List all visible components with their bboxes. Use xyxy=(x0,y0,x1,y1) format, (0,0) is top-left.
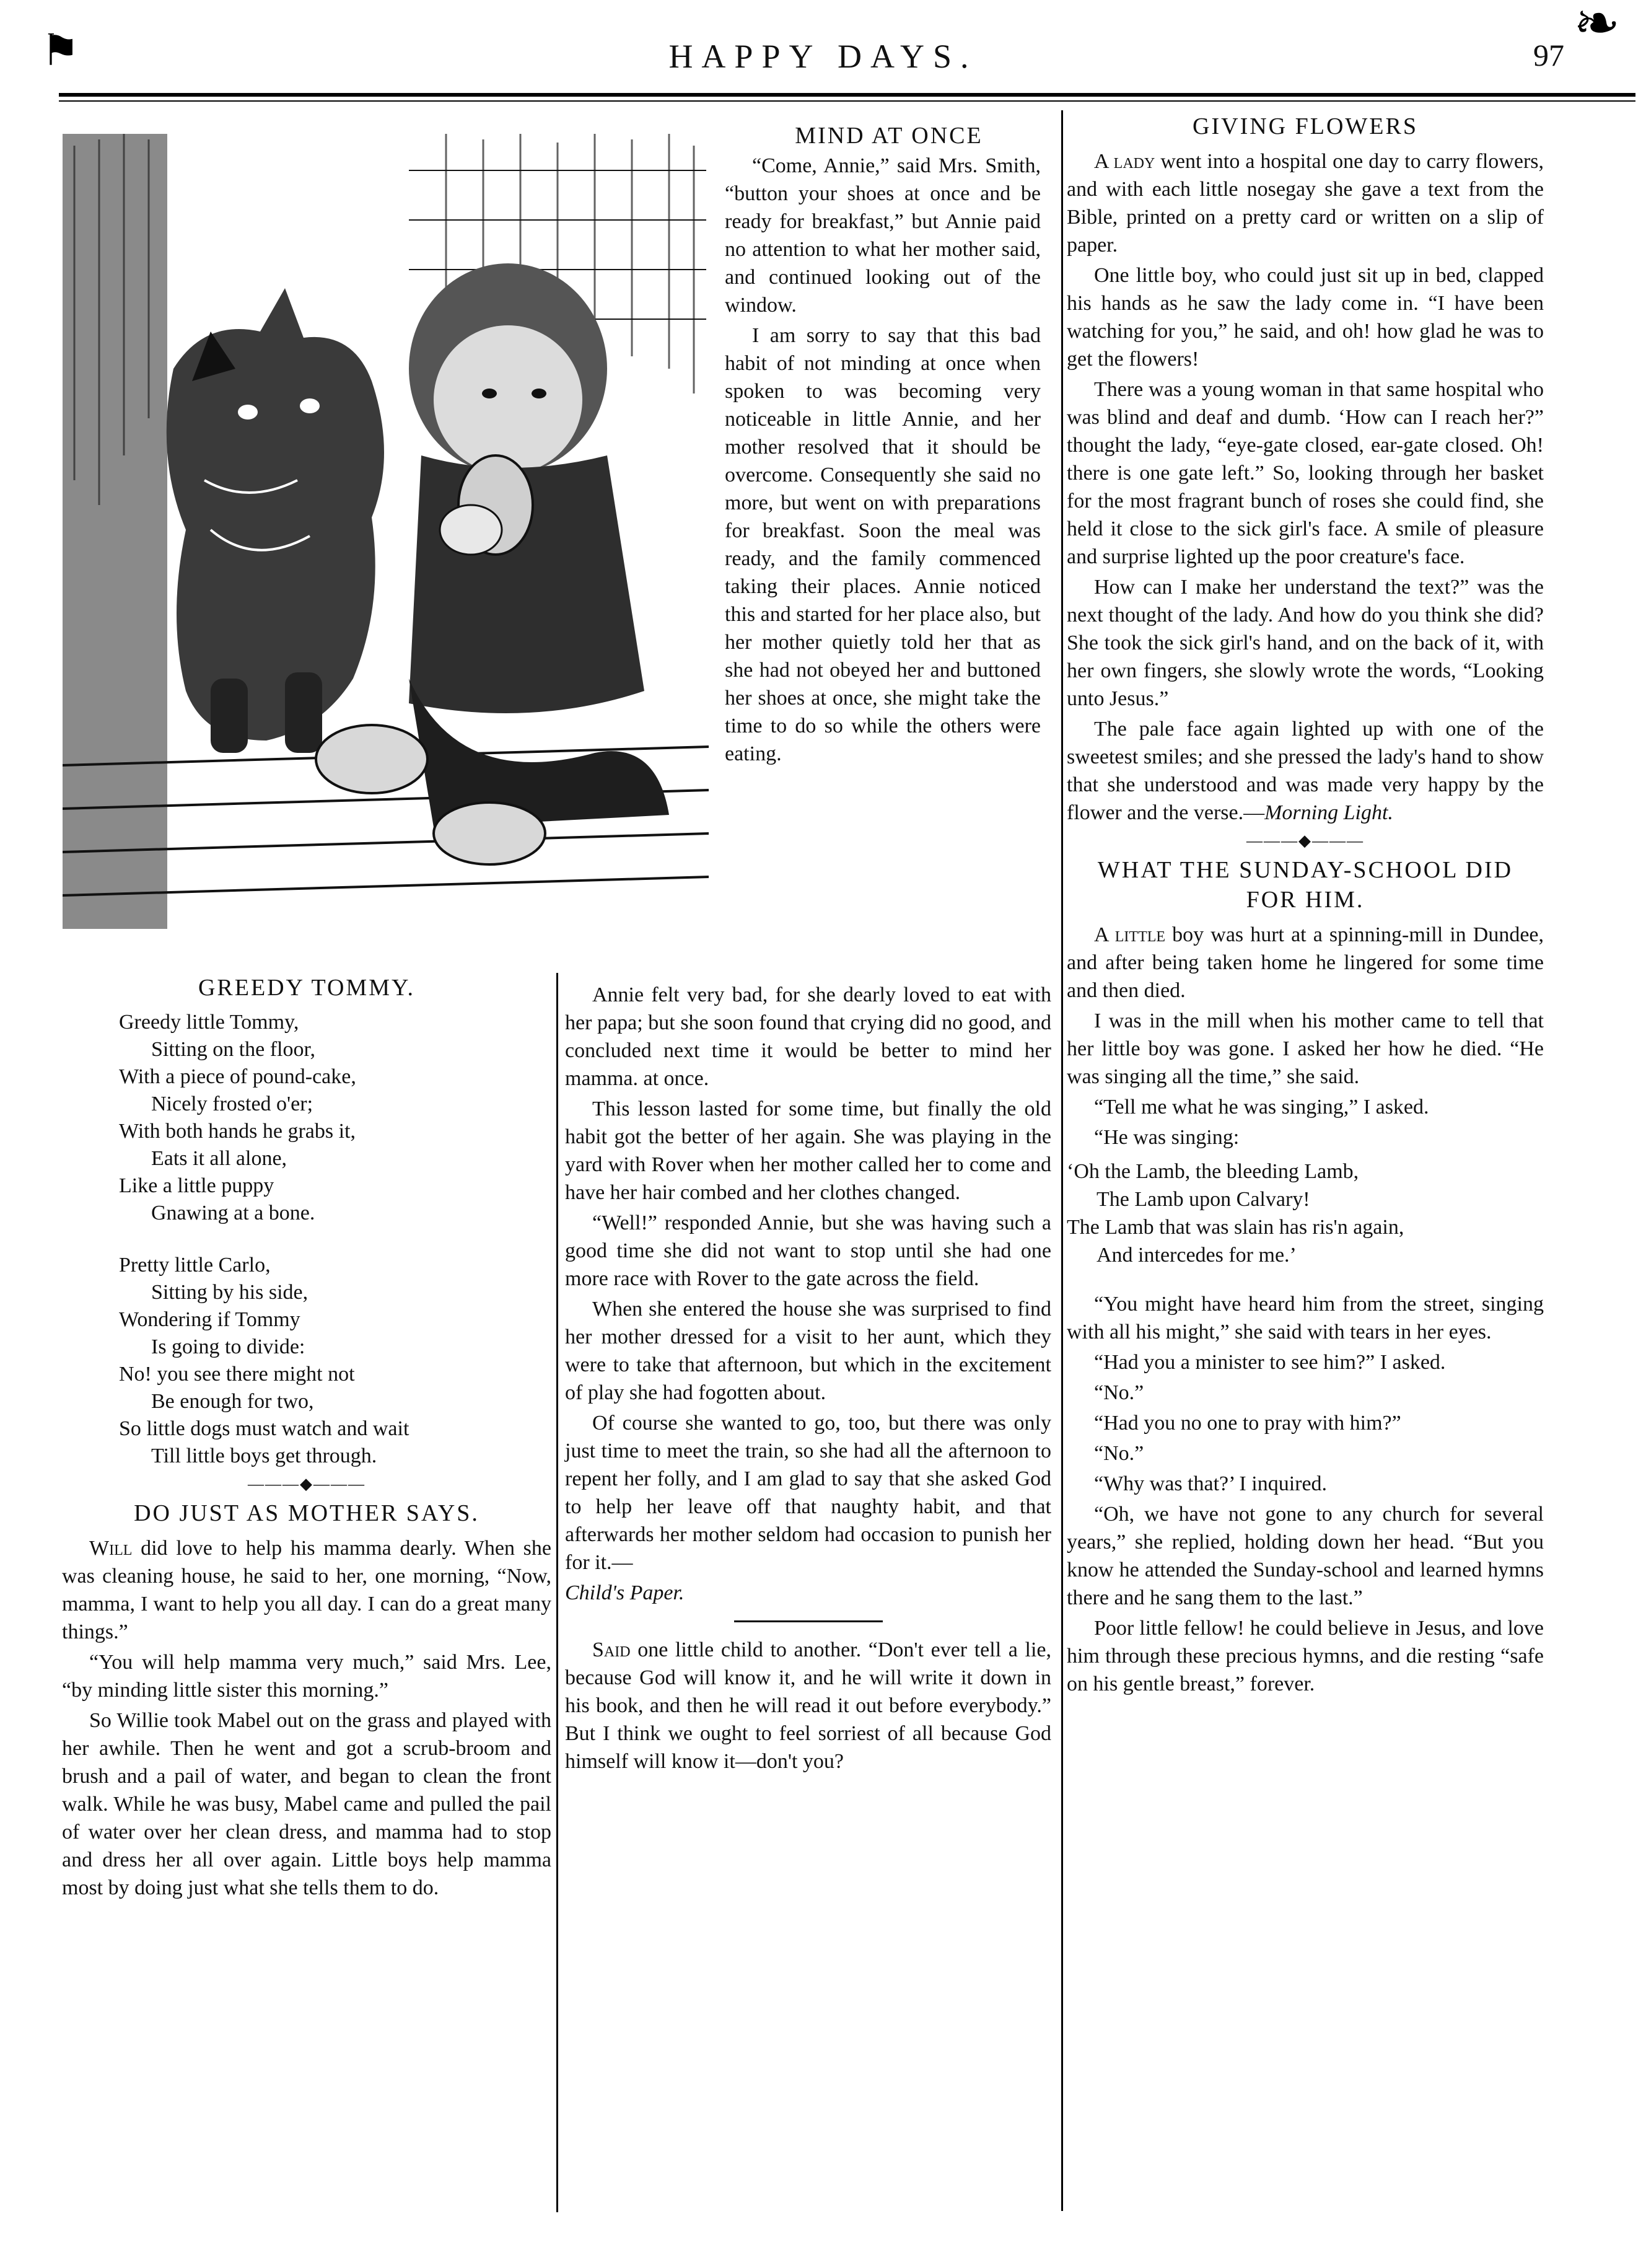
poem-line: Eats it all alone, xyxy=(151,1147,287,1170)
paragraph xyxy=(1067,147,1544,259)
hymn-line: The Lamb upon Calvary! xyxy=(1097,1188,1310,1211)
paragraph: “You will help mamma very much,” said Mrs. Lee, “by minding little sister this morning.” xyxy=(62,1651,551,1702)
right-column xyxy=(1067,112,1544,2206)
story-heading-mother-says: DO JUST AS MOTHER SAYS. xyxy=(134,1500,479,1526)
story-heading-giving-flowers: GIVING FLOWERS xyxy=(1193,113,1418,139)
source-credit xyxy=(565,1579,1051,1607)
paragraph: “Why was that?’ I inquired. xyxy=(1094,1472,1328,1495)
poem-line: So little dogs must watch and wait xyxy=(119,1417,409,1440)
paragraph: There was a young woman in that same hospital who was blind and deaf and dumb. ‘How can I reach her?” thought the lady, “eye-gate closed, ear-gate closed. Oh! there is one gate left.” So, looking through her basket for the most fragrant bunch of roses she could find, she held it close to the sick girl's face. A smile of pleasure and surprise lighted up the poor creature's face. xyxy=(1067,378,1544,568)
paragraph: How can I make her understand the text?” was the next thought of the lady. And how do you think she did? She took the sick girl's hand, and on the back of it, with her own fingers, she slowly wrote the words, “Looking unto Jesus.” xyxy=(1067,576,1544,710)
page-corner-ornament-icon: ❧ xyxy=(1574,0,1621,55)
poem-line: Pretty little Carlo, xyxy=(119,1254,271,1277)
poem-line: No! you see there might not xyxy=(119,1363,355,1386)
child-and-cat-engraving-icon xyxy=(62,133,709,930)
poem-line: With a piece of pound-cake, xyxy=(119,1065,356,1088)
paragraph-text: one little child to another. “Don't ever tell a lie, because God will know it, and he will write it down in his book, and then he will read it out before everybody.” But I think we ought to feel sorriest of all because God himself will know it—don't you? xyxy=(565,1638,1051,1773)
poem-line: With both hands he grabs it, xyxy=(119,1120,356,1143)
hymn-line: And intercedes for me.’ xyxy=(1097,1244,1297,1267)
paragraph: “He was singing: xyxy=(1094,1126,1240,1149)
paragraph: “Come, Annie,” said Mrs. Smith, “button your shoes at once and be ready for breakfast,” but Annie paid no attention to what her mother said, and continued looking out of the window. xyxy=(725,154,1041,317)
paragraph: One little boy, who could just sit up in bed, clapped his hands as he saw the lady come in. “I have been watching for you,” he said, and oh! how glad he was to get the flowers! xyxy=(1067,264,1544,371)
poem-line: Wondering if Tommy xyxy=(119,1308,300,1331)
heading-line: WHAT THE SUNDAY-SCHOOL DID xyxy=(1097,857,1513,883)
lead-word: A lady xyxy=(1094,150,1155,173)
source-title: Morning Light. xyxy=(1264,801,1393,824)
heading-line: FOR HIM. xyxy=(1246,887,1365,913)
poem-greedy-tommy xyxy=(62,1009,551,1470)
story-mind-at-once-part1 xyxy=(725,152,1041,985)
poem-line: Greedy little Tommy, xyxy=(119,1011,299,1034)
poem-line: Nicely frosted o'er; xyxy=(151,1092,313,1115)
source-title: Child's Paper. xyxy=(565,1581,685,1604)
paragraph: I was in the mill when his mother came to tell that her little boy was gone. I asked her how he died. “He was singing all the time,” she said. xyxy=(1067,1009,1544,1088)
masthead-title: HAPPY DAYS. xyxy=(668,38,978,75)
paragraph: This lesson lasted for some time, but finally the old habit got the better of her again. She was playing in the yard with Rover when her mother called her to come and have her hair combed and her clothes changed. xyxy=(565,1097,1051,1204)
poem-line: Sitting by his side, xyxy=(151,1281,309,1304)
poem-line: Like a little puppy xyxy=(119,1174,274,1197)
paragraph-text: went into a hospital one day to carry flowers, and with each little nosegay she gave a text from the Bible, printed on a pretty card or written on a slip of paper. xyxy=(1067,150,1544,257)
paragraph xyxy=(1067,715,1544,827)
paragraph xyxy=(1067,921,1544,1004)
paragraph-text: did love to help his mamma dearly. When she was cleaning house, he said to her, one morning, “Now, mamma, I want to help you all day. I can do a great many things.” xyxy=(62,1537,551,1643)
lead-word: Said xyxy=(592,1638,631,1661)
lead-word: Will xyxy=(89,1537,133,1560)
paragraph: “You might have heard him from the street, singing with all his might,” she said with tears in her eyes. xyxy=(1067,1293,1544,1343)
poem-heading-greedy-tommy: GREEDY TOMMY. xyxy=(198,975,416,1001)
ornament-divider: ———◆——— xyxy=(1246,832,1364,850)
paragraph: Annie felt very bad, for she dearly loved to eat with her papa; but she soon found that crying did no good, and concluded next time it would be better to mind her mamma. at once. xyxy=(565,983,1051,1090)
paragraph xyxy=(62,1534,551,1646)
paragraph: “Well!” responded Annie, but she was having such a good time she did not want to stop until she had one more race with Rover to the gate across the field. xyxy=(565,1211,1051,1290)
poem-line: Is going to divide: xyxy=(151,1335,305,1358)
paragraph: “Oh, we have not gone to any church for several years,” she replied, holding down her head. “But you know he attended the Sunday-school and learned hymns there and he sang them to the last.” xyxy=(1067,1503,1544,1609)
paragraph: When she entered the house she was surprised to find her mother dressed for a visit to her aunt, which they were to take that afternoon, but which in the excitement of play she had fogotten about. xyxy=(565,1298,1051,1404)
stanza-break xyxy=(119,1227,551,1252)
paragraph: So Willie took Mabel out on the grass and played with her awhile. Then he went and got a scrub-broom and brush and a pail of water, and began to clean the front walk. While he was busy, Mabel came and pulled the pail of water over her clean dress, and mamma had to stop and dress her all over again. Little boys help mamma most by doing just what she tells them to do. xyxy=(62,1709,551,1899)
story-mind-at-once-part2 xyxy=(565,981,1051,2208)
paragraph: Poor little fellow! he could believe in Jesus, and love him through these precious hymns, and die resting “safe on his gentle breast,” forever. xyxy=(1067,1617,1544,1695)
page-number: 97 xyxy=(1533,38,1564,73)
said-one-child-paragraph xyxy=(565,1636,1051,1775)
printer-mark-icon: ⚑ xyxy=(41,27,80,75)
hymn-quote xyxy=(1067,1158,1544,1269)
hymn-line: The Lamb that was slain has ris'n again, xyxy=(1067,1216,1404,1239)
paragraph: “No.” xyxy=(1094,1381,1144,1404)
poem-line: Sitting on the floor, xyxy=(151,1038,315,1061)
paragraph: Of course she wanted to go, too, but there was only just time to meet the train, so she had all the afternoon to repent her folly, and I am glad to say that she asked God to help her leave off that naughty habit, and that afterwards her mother seldom had occasion to punish her for it.— xyxy=(565,1412,1051,1574)
poem-line: Till little boys get through. xyxy=(151,1444,377,1467)
column-rule-left xyxy=(556,973,558,2212)
poem-line: Be enough for two, xyxy=(151,1390,314,1413)
story-heading-mind-at-once: MIND AT ONCE xyxy=(795,123,983,149)
column-rule-right xyxy=(1061,110,1063,2211)
paragraph-text: The pale face again lighted up with one of the sweetest smiles; and she pressed the lady's hand to show that she understood and was made very happy by the flower and the verse.— xyxy=(1067,718,1544,824)
header-rule-thin xyxy=(59,100,1635,102)
paragraph: “No.” xyxy=(1094,1442,1144,1465)
paragraph: “Had you a minister to see him?” I asked. xyxy=(1094,1351,1446,1374)
header-rule-thick xyxy=(59,93,1635,97)
section-divider xyxy=(734,1620,883,1622)
ornament-divider: ———◆——— xyxy=(248,1475,366,1493)
paragraph-text: boy was hurt at a spinning-mill in Dundee, and after being taken home he lingered for some time and then died. xyxy=(1067,923,1544,1002)
story-heading-sunday-school xyxy=(1067,855,1544,915)
hymn-line: ‘Oh the Lamb, the bleeding Lamb, xyxy=(1067,1160,1359,1183)
paragraph: I am sorry to say that this bad habit of not minding at once when spoken to was becoming very noticeable in little Annie, and her mother resolved that it should be overcome. Consequently she said no more, but went on with preparations for breakfast. Soon the meal was ready, and the family commenced taking their places. Annie noticed this and started for her place also, but her mother quietly told her that as she had not obeyed her and buttoned her shoes at once, she might take the time to do so while the others were eating. xyxy=(725,324,1041,765)
paragraph: “Had you no one to pray with him?” xyxy=(1094,1412,1401,1435)
lead-word: A little xyxy=(1094,923,1166,946)
poem-line: Gnawing at a bone. xyxy=(151,1202,315,1224)
paragraph: “Tell me what he was singing,” I asked. xyxy=(1094,1096,1429,1119)
left-column xyxy=(62,973,551,2206)
